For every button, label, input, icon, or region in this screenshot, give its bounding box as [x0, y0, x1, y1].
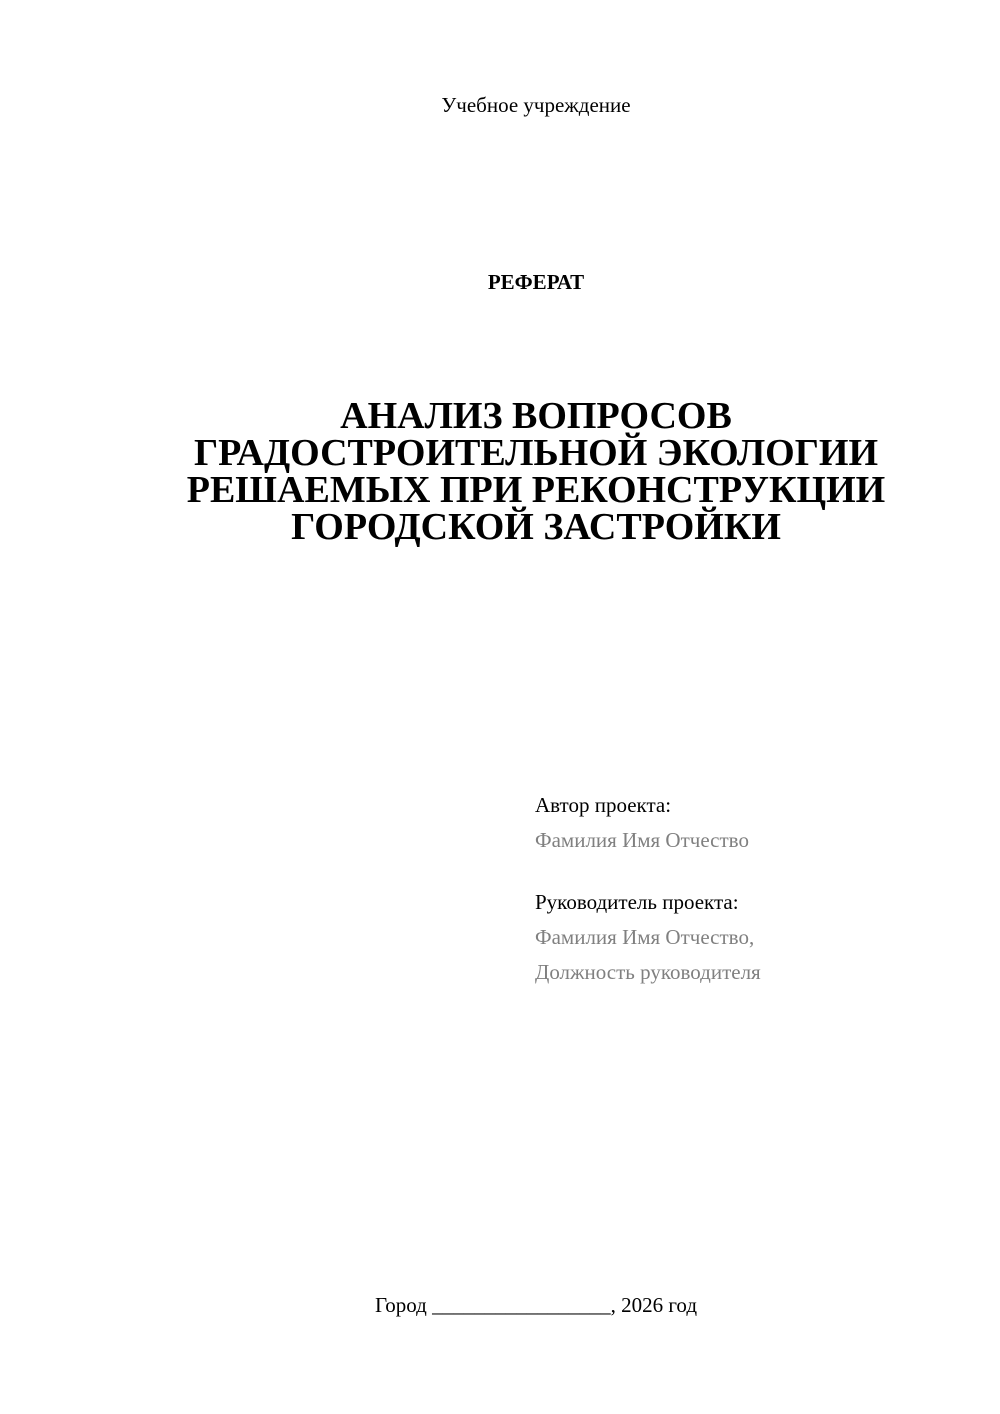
title-line: РЕШАЕМЫХ ПРИ РЕКОНСТРУКЦИИ: [186, 469, 886, 511]
institution-name: Учебное учреждение: [441, 93, 631, 117]
spacer: [535, 858, 965, 885]
author-name-placeholder: Фамилия Имя Отчество: [535, 828, 749, 852]
supervisor-label: Руководитель проекта:: [535, 890, 739, 914]
title-line: ГРАДОСТРОИТЕЛЬНОЙ ЭКОЛОГИИ: [193, 432, 879, 474]
title-line: АНАЛИЗ ВОПРОСОВ: [340, 395, 732, 437]
city-year-line: Город _________________, 2026 год: [374, 1293, 698, 1317]
authors-block: [535, 788, 965, 990]
author-label: Автор проекта:: [535, 793, 672, 817]
document-title: [110, 395, 962, 548]
title-line: ГОРОДСКОЙ ЗАСТРОЙКИ: [291, 506, 781, 548]
supervisor-name-placeholder: Фамилия Имя Отчество,: [535, 925, 755, 949]
document-type: РЕФЕРАТ: [487, 270, 585, 294]
supervisor-position-placeholder: Должность руководителя: [535, 960, 761, 984]
